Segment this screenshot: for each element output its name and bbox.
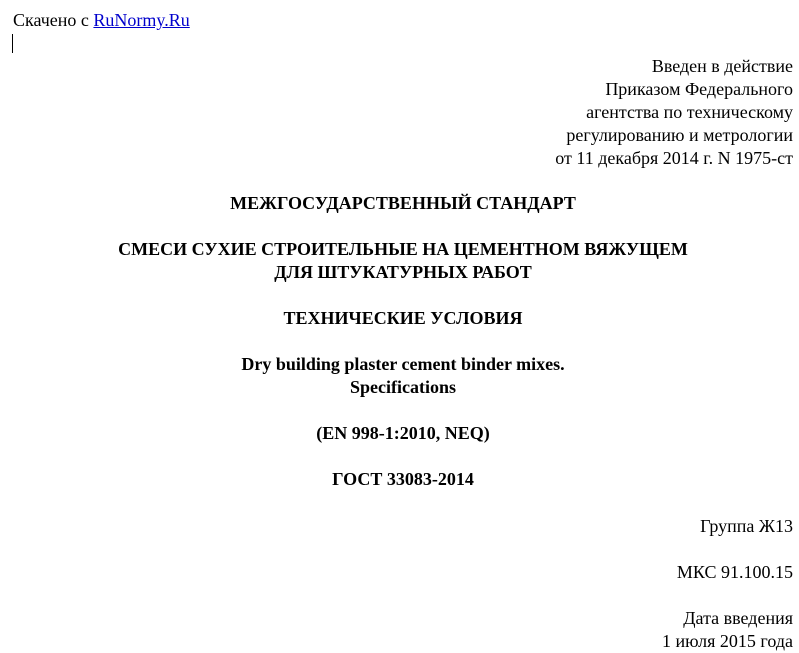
english-title [0, 353, 799, 399]
standard-type [0, 192, 799, 215]
introduction-label: Дата введения [683, 608, 793, 628]
group-code: Группа Ж13 [700, 516, 793, 536]
decree-line: Введен в действие [651, 56, 793, 76]
equivalence-text: (EN 998-1:2010, NEQ) [316, 423, 490, 443]
runormy-link[interactable]: RuNormy.Ru [93, 10, 190, 30]
decree-block [555, 55, 793, 170]
standard-type-text: МЕЖГОСУДАРСТВЕННЫЙ СТАНДАРТ [230, 193, 576, 213]
english-title-line: Dry building plaster cement binder mixes. [241, 354, 565, 374]
title-line: ДЛЯ ШТУКАТУРНЫХ РАБОТ [274, 262, 532, 282]
decree-line: агентства по техническому [586, 102, 793, 122]
introduction-date: 1 июля 2015 года [662, 631, 793, 651]
designation [0, 468, 799, 491]
standard-title [0, 238, 799, 284]
mks-code: МКС 91.100.15 [676, 562, 793, 582]
english-title-line: Specifications [350, 377, 456, 397]
source-prefix: Скачено с [13, 10, 94, 30]
decree-line: от 11 декабря 2014 г. N 1975-ст [555, 148, 793, 168]
source-line [13, 9, 190, 32]
title-line: СМЕСИ СУХИЕ СТРОИТЕЛЬНЫЕ НА ЦЕМЕНТНОМ ВЯЖУЩЕМ [118, 239, 688, 259]
subtitle-text: ТЕХНИЧЕСКИЕ УСЛОВИЯ [283, 308, 523, 328]
decree-line: Приказом Федерального [605, 79, 793, 99]
decree-line: регулированию и метрологии [566, 125, 793, 145]
standard-subtitle [0, 307, 799, 330]
designation-text: ГОСТ 33083-2014 [332, 469, 474, 489]
equivalence [0, 422, 799, 445]
text-cursor [12, 34, 13, 53]
